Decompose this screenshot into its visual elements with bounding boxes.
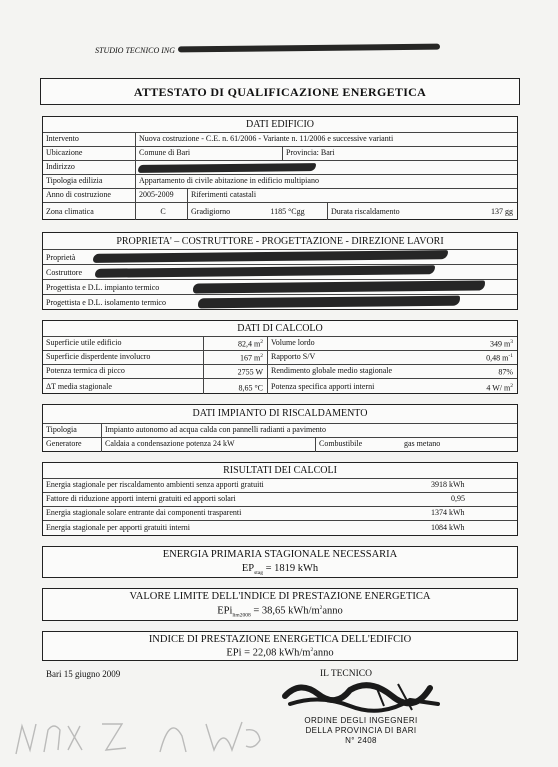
calcolo-value-1 <box>203 351 267 364</box>
risultati-label: Fattore di riduzione apporti interni gratuiti ed apporti solari <box>46 494 236 503</box>
calcolo-unit-sup: 2 <box>510 383 513 389</box>
risultati-value: 3918 kWh <box>431 480 465 489</box>
studio-name: STUDIO TECNICO ING <box>95 46 176 55</box>
gradigiorno-label: Gradigiorno <box>187 203 245 220</box>
calcolo-value-text: 2755 W <box>237 367 263 377</box>
ubicazione-label: Ubicazione <box>46 148 83 157</box>
calcolo-unit-sup: 2 <box>260 353 263 359</box>
ubicazione-value: Comune di Bari <box>135 147 282 160</box>
risultati-label: Energia stagionale per riscaldamento ambienti senza apporti gratuiti <box>46 480 264 489</box>
durata-value: 137 gg <box>491 207 513 216</box>
progettista-isolamento-label: Progettista e D.L. isolamento termico <box>46 298 166 307</box>
calcolo-value-text: 4 W/ m <box>486 383 511 393</box>
calcolo-label-1: Superficie utile edificio <box>46 338 122 347</box>
studio-redaction <box>178 44 440 53</box>
proprieta-heading: PROPRIETA' – COSTRUTTORE - PROGETTAZIONE - DIREZIONE LAVORI <box>116 236 444 247</box>
ep-symbol: EP <box>241 563 255 574</box>
durata-label: Durata riscaldamento <box>327 203 447 220</box>
risultati-row <box>43 478 517 492</box>
epi-lim-unit: anno <box>322 605 343 617</box>
calcolo-value-text: 87% <box>498 367 513 377</box>
provincia-value: Provincia: Bari <box>282 147 517 160</box>
calcolo-label-1: Superficie disperdente involucro <box>46 352 151 361</box>
gradigiorno-value: 1185 °Cgg <box>270 207 305 216</box>
studio-header <box>95 46 175 55</box>
ubicazione-row <box>43 146 517 160</box>
indirizzo-label: Indirizzo <box>46 162 75 171</box>
tipologia-label: Tipologia edilizia <box>46 176 103 185</box>
calcolo-value-2 <box>417 365 517 378</box>
proprieta-section <box>42 232 518 310</box>
risultati-row <box>43 506 517 520</box>
epi-unit: anno <box>313 647 334 659</box>
energia-primaria-value <box>43 563 517 576</box>
epi-lim-sup: 2 <box>319 605 323 611</box>
calcolo-value-text: 349 m <box>490 339 511 349</box>
risultati-row <box>43 492 517 506</box>
calcolo-value-text: 0,48 m <box>486 353 509 363</box>
indice-section <box>42 631 518 661</box>
epi-lim-subscript: lim2008 <box>232 612 251 619</box>
combustibile-value: gas metano <box>404 439 441 448</box>
generatore-row <box>43 437 517 452</box>
calcolo-row <box>43 336 517 350</box>
proprieta-label: Proprietà <box>46 253 76 262</box>
impianto-tipologia-value: Impianto autonomo ad acqua calda con pannelli radianti a pavimento <box>101 424 517 437</box>
handwriting-bleed <box>10 706 270 762</box>
progettista-impianto-label: Progettista e D.L. impianto termico <box>46 283 160 292</box>
epi-sup: 2 <box>310 647 314 653</box>
calcolo-label-2: Potenza specifica apporti interni <box>267 379 417 394</box>
energia-primaria-section <box>42 546 518 578</box>
signature-scribble <box>280 676 445 716</box>
valore-limite-heading: VALORE LIMITE DELL'INDICE DI PRESTAZIONE ENERGETICA <box>129 591 431 602</box>
calcolo-unit-sup: 2 <box>260 339 263 345</box>
risultati-value: 0,95 <box>451 494 465 503</box>
ep-value: = 1819 kWh <box>262 563 319 574</box>
title-box <box>40 78 520 105</box>
footer-date: Bari 15 giugno 2009 <box>46 669 121 679</box>
zona-value: C <box>135 203 187 220</box>
risultati-row <box>43 520 517 536</box>
epi-lim-symbol: EPi <box>217 605 233 617</box>
calcolo-label-1: Potenza termica di picco <box>46 366 125 375</box>
calcolo-value-text: 82,4 m <box>238 339 261 349</box>
dati-calcolo-heading: DATI DI CALCOLO <box>237 323 323 334</box>
tipologia-row <box>43 174 517 188</box>
intervento-row <box>43 132 517 146</box>
calcolo-value-2 <box>417 351 517 364</box>
risultati-heading: RISULTATI DEI CALCOLI <box>223 465 337 476</box>
calcolo-value-text: 167 m <box>240 353 261 363</box>
valore-limite-section <box>42 588 518 621</box>
impianto-tipologia-row <box>43 423 517 437</box>
calcolo-label-1: ΔT media stagionale <box>46 382 112 391</box>
riferimenti-label: Riferimenti catastali <box>187 189 517 202</box>
indice-heading: INDICE DI PRESTAZIONE ENERGETICA DELL'EDIFCIO <box>148 634 412 645</box>
calcolo-label-2: Rapporto S/V <box>267 351 417 364</box>
calcolo-value-2 <box>417 379 517 394</box>
epi-value: EPi = 22,08 kWh/m <box>226 647 311 659</box>
generatore-label: Generatore <box>46 439 82 448</box>
anno-label: Anno di costruzione <box>46 190 111 199</box>
ordine-line-1: ORDINE DEGLI INGEGNERI <box>304 716 418 725</box>
impianto-tipologia-label: Tipologia <box>46 425 77 434</box>
risultati-label: Energia stagionale solare entrante dai componenti trasparenti <box>46 508 242 517</box>
calcolo-value-1 <box>203 337 267 350</box>
calcolo-unit-sup: 3 <box>510 339 513 345</box>
calcolo-value-1 <box>203 365 267 378</box>
zona-row <box>43 202 517 220</box>
generatore-value: Caldaia a condensazione potenza 24 kW <box>101 438 315 452</box>
ordine-numero: N° 2408 <box>345 736 377 745</box>
risultati-value: 1084 kWh <box>431 523 465 532</box>
intervento-value: Nuova costruzione - C.E. n. 61/2006 - Variante n. 11/2006 e successive varianti <box>135 133 517 146</box>
stamp-ordine <box>296 716 426 746</box>
valore-limite-value <box>43 605 517 619</box>
calcolo-value-1 <box>203 379 267 394</box>
costruttore-label: Costruttore <box>46 268 82 277</box>
calcolo-row <box>43 350 517 364</box>
ep-subscript: stag <box>254 570 263 577</box>
zona-label: Zona climatica <box>46 207 94 216</box>
calcolo-value-text: 8,65 °C <box>238 383 263 393</box>
risultati-section <box>42 462 518 536</box>
calcolo-unit-sup: -1 <box>508 353 513 359</box>
calcolo-value-2 <box>417 337 517 350</box>
calcolo-label-2: Volume lordo <box>267 337 417 350</box>
footer-tecnico: IL TECNICO <box>320 669 372 679</box>
intervento-label: Intervento <box>46 134 79 143</box>
epi-lim-value: = 38,65 kWh/m <box>250 605 320 617</box>
anno-value: 2005-2009 <box>135 189 187 202</box>
dati-edificio-heading: DATI EDIFICIO <box>245 119 315 130</box>
ordine-line-2: DELLA PROVINCIA DI BARI <box>305 726 417 735</box>
page-title: ATTESTATO DI QUALIFICAZIONE ENERGETICA <box>133 85 427 99</box>
dati-calcolo-section <box>42 320 518 394</box>
indice-value <box>43 647 517 659</box>
calcolo-row <box>43 364 517 378</box>
risultati-label: Energia stagionale per apporti gratuiti interni <box>46 523 191 532</box>
calcolo-label-2: Rendimento globale medio stagionale <box>267 365 417 378</box>
calcolo-row <box>43 378 517 394</box>
tipologia-value: Appartamento di civile abitazione in edificio multipiano <box>135 175 517 188</box>
combustibile-label: Combustibile <box>315 438 401 452</box>
impianto-heading: DATI IMPIANTO DI RISCALDAMENTO <box>192 408 368 419</box>
anno-row <box>43 188 517 202</box>
risultati-value: 1374 kWh <box>431 508 465 517</box>
impianto-section <box>42 404 518 452</box>
energia-primaria-heading: ENERGIA PRIMARIA STAGIONALE NECESSARIA <box>162 549 398 560</box>
dati-edificio-section <box>42 116 518 220</box>
